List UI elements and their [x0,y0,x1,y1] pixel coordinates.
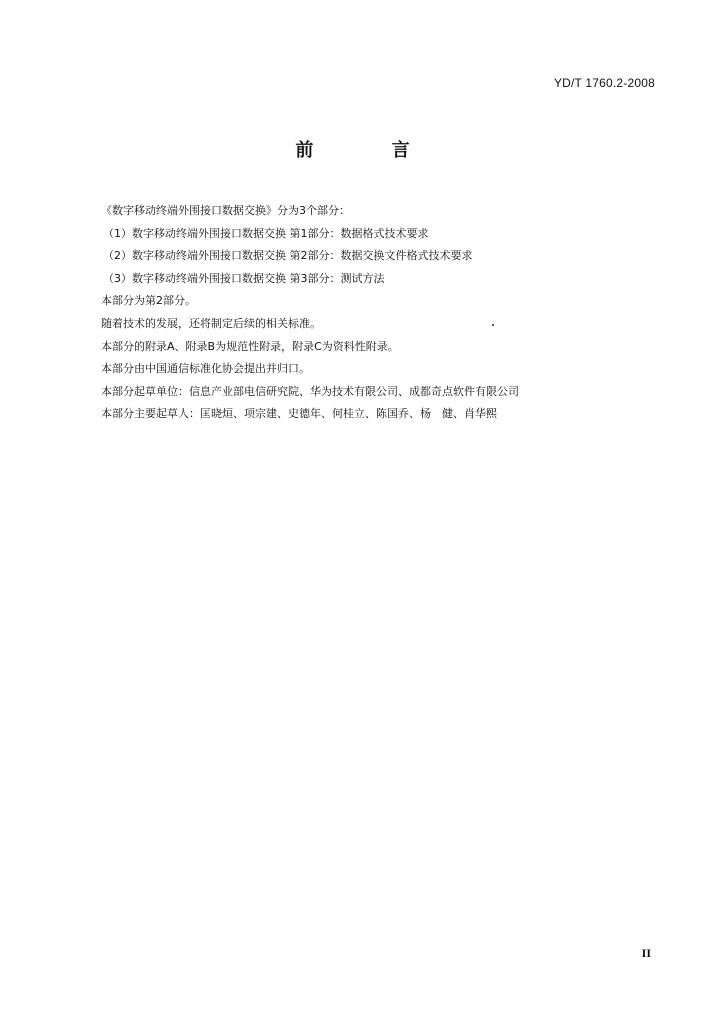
paragraph-drafters: 本部分主要起草人：匡晓烜、项宗建、史德年、何桂立、陈国乔、杨 健、肖华熙 [101,407,497,421]
paragraph-part-number: 本部分为第2部分。 [101,294,196,308]
page-title: 前 言 [295,140,446,161]
paragraph-drafting-units: 本部分起草单位：信息产业部电信研究院、华为技术有限公司、成都奇点软件有限公司 [101,384,519,398]
page-number: II [641,946,651,960]
paragraph-future-standards: 随着技术的发展，还将制定后续的相关标准。 [101,316,321,330]
part-2-item: （2）数字移动终端外围接口数据交换 第2部分：数据交换文件格式技术要求 [103,249,473,263]
document-code: YD/T 1760.2-2008 [553,76,655,90]
part-3-item: （3）数字移动终端外围接口数据交换 第3部分：测试方法 [103,271,385,285]
paragraph-proposer: 本部分由中国通信标准化协会提出并归口。 [101,362,310,376]
part-1-item: （1）数字移动终端外围接口数据交换 第1部分：数据格式技术要求 [103,226,429,240]
paragraph-intro: 《数字移动终端外围接口数据交换》分为3个部分： [101,204,350,217]
foreword-body [101,200,661,426]
paragraph-appendices: 本部分的附录A、附录B为规范性附录，附录C为资料性附录。 [101,339,399,353]
scan-speck [492,324,494,326]
